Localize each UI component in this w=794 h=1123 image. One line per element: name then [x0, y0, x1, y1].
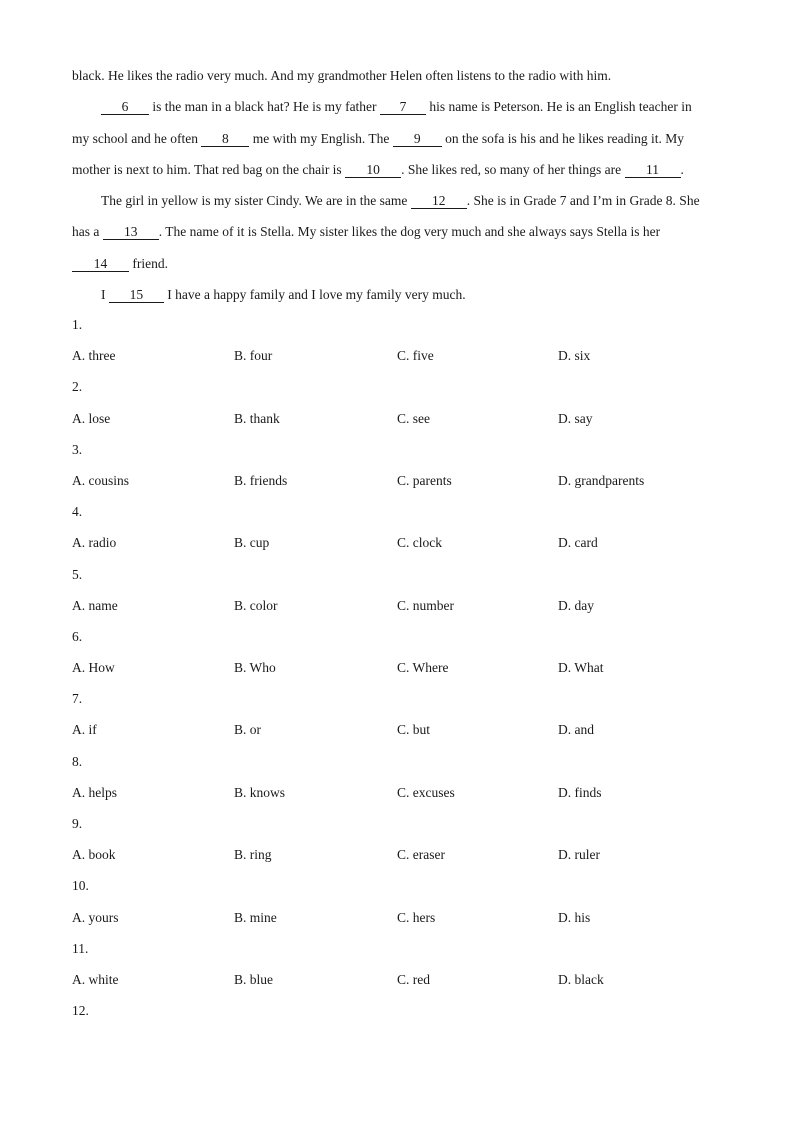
option-c: C. but — [397, 722, 431, 738]
blank-8: 8 — [201, 131, 249, 147]
question-number: 7. — [72, 691, 83, 707]
passage-text: . — [680, 161, 684, 177]
option-d: D. card — [558, 535, 598, 551]
question-number: 6. — [72, 628, 83, 644]
passage-line — [72, 157, 724, 188]
blank-9: 9 — [393, 131, 442, 147]
option-b: B. ring — [234, 847, 272, 863]
question-options — [72, 593, 724, 624]
option-a: A. helps — [72, 784, 117, 800]
passage-text: . The name of it is Stella. My sister likes the dog very much and she always says Stella is her — [158, 224, 661, 240]
blank-6: 6 — [101, 99, 149, 115]
option-a: A. white — [72, 971, 119, 987]
question-options — [72, 655, 724, 686]
option-c: C. number — [397, 597, 454, 613]
option-b: B. Who — [234, 660, 276, 676]
option-d: D. ruler — [558, 847, 600, 863]
option-c: C. clock — [397, 535, 442, 551]
option-d: D. grandparents — [558, 472, 645, 488]
option-d: D. six — [558, 348, 591, 364]
option-b: B. thank — [234, 410, 280, 426]
passage-line — [72, 63, 724, 94]
question-list — [72, 312, 724, 1029]
passage-text: his name is Peterson. He is an English teacher in — [425, 99, 692, 115]
passage-text: I have a happy family and I love my family very much. — [163, 287, 466, 303]
question-options — [72, 530, 724, 561]
question-options — [72, 343, 724, 374]
option-a: A. yours — [72, 909, 119, 925]
question-number: 10. — [72, 878, 89, 894]
blank-7: 7 — [380, 99, 426, 115]
option-c: C. parents — [397, 472, 452, 488]
option-a: A. How — [72, 660, 115, 676]
question-options — [72, 905, 724, 936]
passage-text: . She likes red, so many of her things are — [401, 161, 625, 177]
passage-text: has a — [72, 224, 103, 240]
blank-11: 11 — [625, 162, 681, 178]
passage-line — [72, 219, 724, 250]
passage-text: is the man in a black hat? He is my father — [149, 99, 380, 115]
question-options — [72, 468, 724, 499]
question-options — [72, 842, 724, 873]
passage-line — [72, 188, 724, 219]
option-b: B. four — [234, 348, 273, 364]
option-d: D. What — [558, 660, 604, 676]
option-a: A. cousins — [72, 472, 129, 488]
passage-text: friend. — [129, 255, 168, 271]
option-d: D. black — [558, 971, 604, 987]
blank-13: 13 — [103, 224, 159, 240]
option-c: C. red — [397, 971, 430, 987]
passage-text: . She is in Grade 7 and I’m in Grade 8. She — [466, 193, 700, 209]
question-number: 11. — [72, 940, 89, 956]
option-a: A. if — [72, 722, 97, 738]
option-b: B. mine — [234, 909, 277, 925]
question-number: 5. — [72, 566, 83, 582]
cloze-passage — [72, 63, 724, 313]
option-d: D. day — [558, 597, 594, 613]
option-c: C. see — [397, 410, 430, 426]
option-c: C. hers — [397, 909, 436, 925]
question-number: 3. — [72, 441, 83, 457]
blank-15: 15 — [109, 287, 164, 303]
passage-text: The girl in yellow is my sister Cindy. We are in the same — [101, 193, 411, 209]
passage-line — [72, 282, 724, 313]
question-number: 1. — [72, 317, 83, 332]
question-options — [72, 967, 724, 998]
question-options — [72, 780, 724, 811]
option-a: A. three — [72, 348, 116, 364]
option-b: B. color — [234, 597, 278, 613]
passage-line — [72, 94, 724, 125]
passage-line — [72, 126, 724, 157]
option-a: A. lose — [72, 410, 111, 426]
option-b: B. blue — [234, 971, 273, 987]
option-b: B. friends — [234, 472, 288, 488]
blank-12: 12 — [411, 193, 467, 209]
option-d: D. and — [558, 722, 594, 738]
option-b: B. cup — [234, 535, 270, 551]
passage-text: mother is next to him. That red bag on the chair is — [72, 161, 346, 177]
passage-text: on the sofa is his and he likes reading it. My — [441, 130, 684, 146]
question-options — [72, 406, 724, 437]
option-d: D. his — [558, 909, 591, 925]
passage-line — [72, 251, 724, 282]
question-options — [72, 717, 724, 748]
passage-text: my school and he often — [72, 130, 202, 146]
option-d: D. finds — [558, 784, 602, 800]
option-a: A. book — [72, 847, 116, 863]
question-number: 2. — [72, 379, 83, 395]
question-number: 12. — [72, 1003, 89, 1019]
question-number: 8. — [72, 753, 83, 769]
option-c: C. five — [397, 348, 434, 364]
question-number: 9. — [72, 816, 83, 831]
passage-text: black. He likes the radio very much. And my grandmother Helen often listens to the radio with him. — [72, 68, 612, 83]
option-c: C. excuses — [397, 784, 455, 800]
option-b: B. knows — [234, 784, 286, 800]
passage-text: me with my English. The — [249, 130, 393, 146]
option-a: A. radio — [72, 535, 117, 551]
blank-14: 14 — [72, 256, 129, 272]
option-b: B. or — [234, 722, 261, 738]
option-a: A. name — [72, 597, 118, 613]
option-c: C. Where — [397, 660, 449, 676]
question-number: 4. — [72, 504, 83, 520]
passage-text: I — [101, 287, 109, 303]
option-d: D. say — [558, 410, 593, 426]
option-c: C. eraser — [397, 847, 445, 863]
blank-10: 10 — [345, 162, 401, 178]
